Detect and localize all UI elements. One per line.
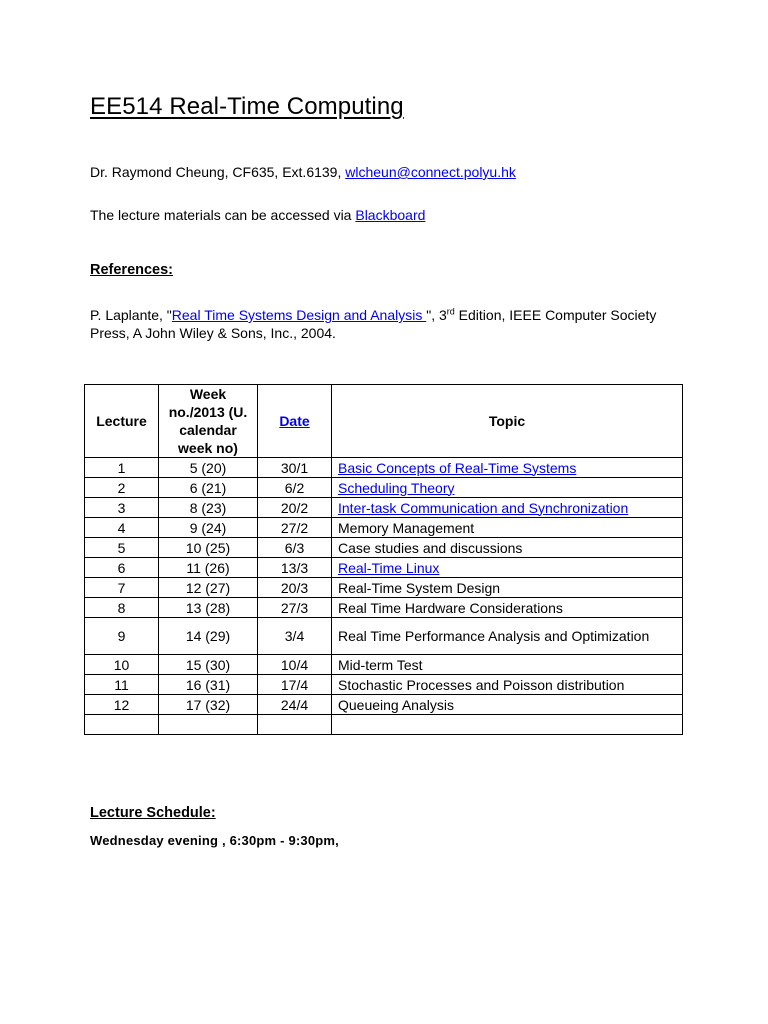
cell-date: 3/4: [258, 618, 332, 655]
document-title: EE514 Real-Time Computing: [90, 93, 404, 120]
cell-lecture: 12: [85, 695, 159, 715]
cell-topic: [332, 458, 683, 478]
cell-lecture: 1: [85, 458, 159, 478]
cell-date: [258, 715, 332, 735]
cell-week: 17 (32): [159, 695, 258, 715]
cell-date: 27/2: [258, 518, 332, 538]
cell-date: 30/1: [258, 458, 332, 478]
cell-week: 13 (28): [159, 598, 258, 618]
topic-link[interactable]: Basic Concepts of Real-Time Systems: [338, 459, 577, 476]
cell-week: 16 (31): [159, 675, 258, 695]
table-row: [85, 538, 683, 558]
cell-lecture: 10: [85, 655, 159, 675]
reference-author: P. Laplante, ": [90, 307, 172, 323]
cell-week: 9 (24): [159, 518, 258, 538]
cell-topic: Real Time Performance Analysis and Optimization: [332, 618, 683, 655]
materials-line: [90, 206, 425, 224]
cell-week: 15 (30): [159, 655, 258, 675]
references-heading: References:: [90, 262, 174, 278]
cell-topic: [332, 715, 683, 735]
cell-lecture: 8: [85, 598, 159, 618]
instructor-text: Dr. Raymond Cheung, CF635, Ext.6139,: [90, 164, 346, 180]
reference-rest: Edition, IEEE Computer Society Press, A John Wiley & Sons, Inc., 2004.: [90, 307, 657, 341]
table-row: [85, 598, 683, 618]
cell-week: 12 (27): [159, 578, 258, 598]
cell-lecture: 6: [85, 558, 159, 578]
header-topic: Topic: [332, 385, 683, 458]
table-row: [85, 618, 683, 655]
cell-date: 24/4: [258, 695, 332, 715]
instructor-line: [90, 163, 516, 181]
table-row: [85, 558, 683, 578]
cell-week: [159, 715, 258, 735]
schedule-text: Wednesday evening , 6:30pm - 9:30pm,: [90, 833, 339, 848]
cell-topic: Case studies and discussions: [332, 538, 683, 558]
table-row: [85, 458, 683, 478]
edition-superscript: rd: [446, 306, 455, 317]
reference-entry: [90, 306, 680, 342]
cell-date: 20/2: [258, 498, 332, 518]
cell-date: 6/2: [258, 478, 332, 498]
cell-topic: Real-Time System Design: [332, 578, 683, 598]
cell-topic: Queueing Analysis: [332, 695, 683, 715]
cell-topic: [332, 478, 683, 498]
schedule-heading: Lecture Schedule:: [90, 805, 216, 821]
cell-week: 10 (25): [159, 538, 258, 558]
cell-lecture: 4: [85, 518, 159, 538]
cell-week: 5 (20): [159, 458, 258, 478]
table-row: [85, 518, 683, 538]
table-row: [85, 578, 683, 598]
table-header-row: [85, 385, 683, 458]
date-header-link[interactable]: Date: [279, 413, 310, 429]
instructor-email-link[interactable]: wlcheun@connect.polyu.hk: [345, 164, 516, 180]
cell-lecture: 7: [85, 578, 159, 598]
cell-lecture: [85, 715, 159, 735]
lecture-table: [84, 384, 683, 735]
cell-topic: [332, 558, 683, 578]
cell-date: 13/3: [258, 558, 332, 578]
cell-lecture: 3: [85, 498, 159, 518]
topic-link[interactable]: Real-Time Linux: [338, 559, 440, 576]
cell-week: 6 (21): [159, 478, 258, 498]
book-link[interactable]: Real Time Systems Design and Analysis: [171, 307, 427, 323]
cell-date: 10/4: [258, 655, 332, 675]
cell-week: 14 (29): [159, 618, 258, 655]
cell-lecture: 9: [85, 618, 159, 655]
cell-week: 11 (26): [159, 558, 258, 578]
cell-date: 27/3: [258, 598, 332, 618]
table-row: [85, 498, 683, 518]
topic-link[interactable]: Scheduling Theory: [338, 479, 455, 496]
cell-topic: Mid-term Test: [332, 655, 683, 675]
header-date: [258, 385, 332, 458]
cell-date: 6/3: [258, 538, 332, 558]
cell-date: 17/4: [258, 675, 332, 695]
cell-week: 8 (23): [159, 498, 258, 518]
header-lecture: Lecture: [85, 385, 159, 458]
cell-topic: Memory Management: [332, 518, 683, 538]
cell-topic: Real Time Hardware Considerations: [332, 598, 683, 618]
reference-after-link: ", 3: [426, 307, 447, 323]
materials-text: The lecture materials can be accessed via: [90, 207, 356, 223]
cell-topic: [332, 498, 683, 518]
cell-topic: Stochastic Processes and Poisson distribution: [332, 675, 683, 695]
table-row: [85, 695, 683, 715]
table-row: [85, 478, 683, 498]
lecture-table-body: [85, 458, 683, 735]
table-row: [85, 715, 683, 735]
table-row: [85, 675, 683, 695]
cell-lecture: 2: [85, 478, 159, 498]
cell-lecture: 5: [85, 538, 159, 558]
header-week: Week no./2013 (U. calendar week no): [159, 385, 258, 458]
topic-link[interactable]: Inter-task Communication and Synchronization: [338, 499, 629, 516]
cell-lecture: 11: [85, 675, 159, 695]
cell-date: 20/3: [258, 578, 332, 598]
blackboard-link[interactable]: Blackboard: [355, 207, 426, 223]
table-row: [85, 655, 683, 675]
